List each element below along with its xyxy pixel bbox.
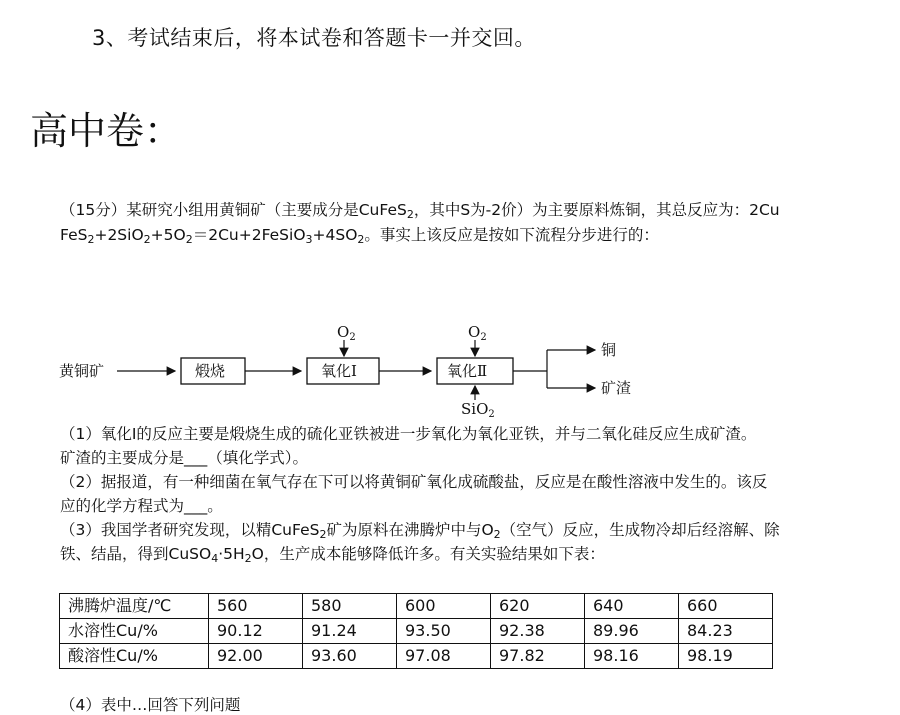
table-row [60, 594, 773, 619]
table-cell: 660 [679, 594, 773, 619]
table-cell: 92.00 [209, 644, 303, 669]
flow-output-slag: 矿渣 [601, 379, 632, 397]
flow-sio2-bottom: SiO$_2$ [461, 400, 495, 420]
table-cell: 620 [491, 594, 585, 619]
row-header: 酸溶性Cu/% [60, 644, 209, 669]
table-cell: 560 [209, 594, 303, 619]
exam-instruction: 3、考试结束后，将本试卷和答题卡一并交回。 [92, 26, 536, 50]
results-table [59, 593, 773, 669]
table-row [60, 619, 773, 644]
flow-o2-top-2: $O_2$ [468, 323, 487, 343]
question-2-line-2: 应的化学方程式为___。 [60, 497, 223, 515]
question-3-line-1: （3）我国学者研究发现，以精CuFeS$_2$矿为原料在沸腾炉中与$O_2$（空气）反应，生成物冷却后经溶解、除 [60, 521, 780, 541]
flow-start-label: 黄铜矿 [59, 362, 105, 380]
table-cell: 84.23 [679, 619, 773, 644]
table-cell: 92.38 [491, 619, 585, 644]
table-cell: 98.16 [585, 644, 679, 669]
question-3-line-2: 铁、结晶，得到$CuSO_4\cdot 5H_2O$，生产成本能够降低许多。有关实验结果如下表： [60, 545, 605, 565]
row-header: 水溶性Cu/% [60, 619, 209, 644]
intro-line-1: （15分）某研究小组用黄铜矿（主要成分是CuFeS$_2$，其中S为-2价）为主要原料炼铜，其总反应为：2Cu [60, 201, 780, 221]
table-cell: 90.12 [209, 619, 303, 644]
cut-off-next-line: （4）表中…回答下列问题 [60, 696, 241, 714]
question-2-line-1: （2）据报道，有一种细菌在氧气存在下可以将黄铜矿氧化成硫酸盐，反应是在酸性溶液中发生的。该反 [60, 473, 768, 491]
flow-o2-top-1: $O_2$ [337, 323, 356, 343]
table-cell: 580 [303, 594, 397, 619]
row-header: 沸腾炉温度/℃ [60, 594, 209, 619]
table-cell: 93.60 [303, 644, 397, 669]
table-cell: 93.50 [397, 619, 491, 644]
table-cell: 600 [397, 594, 491, 619]
table-cell: 89.96 [585, 619, 679, 644]
table-row [60, 644, 773, 669]
table-cell: 98.19 [679, 644, 773, 669]
process-flowchart [55, 318, 655, 422]
table-cell: 640 [585, 594, 679, 619]
question-1-line-1: （1）氧化Ⅰ的反应主要是煅烧生成的硫化亚铁被进一步氧化为氧化亚铁，并与二氧化硅反应生成矿渣。 [60, 425, 757, 443]
flow-step3-label: 氧化Ⅱ [447, 362, 488, 380]
flow-output-copper: 铜 [601, 341, 617, 359]
question-1-line-2: 矿渣的主要成分是___（填化学式）。 [60, 449, 309, 467]
table-cell: 91.24 [303, 619, 397, 644]
flow-step1-label: 煅烧 [195, 362, 226, 380]
table-cell: 97.08 [397, 644, 491, 669]
flow-step2-label: 氧化Ⅰ [321, 362, 357, 380]
table-cell: 97.82 [491, 644, 585, 669]
section-title: 高中卷： [30, 109, 183, 153]
intro-line-2: $FeS_2+2SiO_2+5O_2=2Cu+2FeSiO_3+4SO_2$。事实上该反应是按如下流程分步进行的： [60, 226, 659, 246]
